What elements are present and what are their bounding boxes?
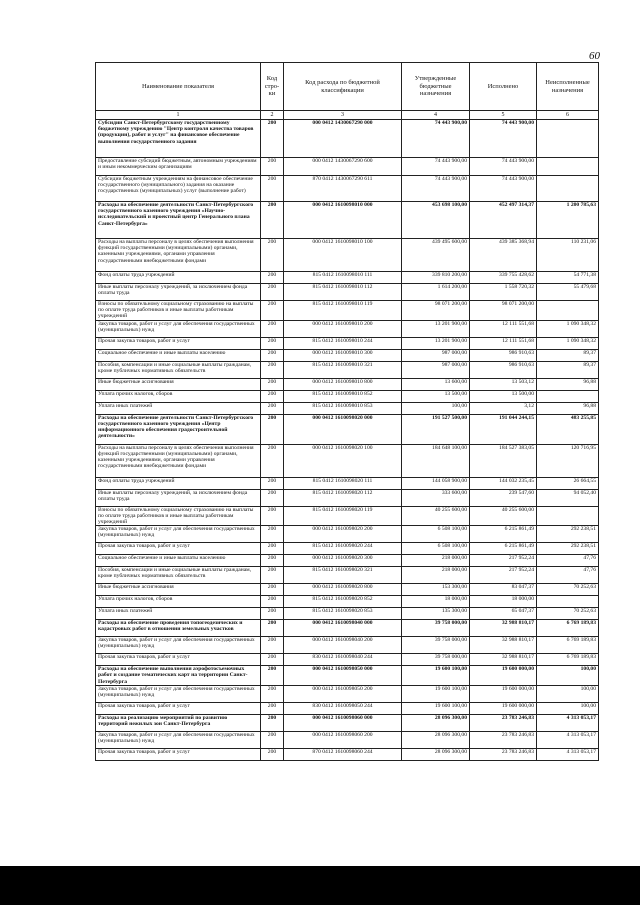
- row-budget-code: 815 0412 1610098020 852: [284, 596, 402, 608]
- row-remaining: 120 716,95: [537, 444, 599, 477]
- row-remaining: 47,76: [537, 567, 599, 584]
- row-remaining: 4 313 053,17: [537, 714, 599, 731]
- row-executed: 452 497 314,37: [470, 202, 537, 239]
- row-line-code: 200: [261, 158, 284, 176]
- table-row: [96, 748, 599, 760]
- row-line-code: 200: [261, 543, 284, 555]
- table-row: [96, 714, 599, 731]
- row-budget-code: 815 0412 1610098010 853: [284, 402, 402, 414]
- row-remaining: 4 313 053,17: [537, 731, 599, 748]
- header-approved: Утвержденные бюджетные назначения: [402, 63, 470, 111]
- row-name: Закупка товаров, работ и услуг для обеспечения государственных (муниципальных) нужд: [96, 731, 261, 748]
- row-line-code: 200: [261, 584, 284, 596]
- row-budget-code: 000 0412 1610098040 000: [284, 620, 402, 637]
- row-budget-code: 000 0412 1610098010 100: [284, 239, 402, 272]
- row-approved: 453 698 100,00: [402, 202, 470, 239]
- header-row: [96, 63, 599, 111]
- table-row: [96, 120, 599, 158]
- row-executed: 986 910,63: [470, 349, 537, 361]
- row-remaining: 54 771,38: [537, 272, 599, 284]
- row-name: Уплата иных платежей: [96, 402, 261, 414]
- row-name: Фонд оплаты труда учреждений: [96, 272, 261, 284]
- row-approved: 18 000,00: [402, 596, 470, 608]
- header-number: 5: [470, 111, 537, 120]
- table-row: [96, 477, 599, 489]
- row-line-code: 200: [261, 685, 284, 702]
- header-number-row: [96, 111, 599, 120]
- row-remaining: [537, 301, 599, 321]
- table-row: [96, 378, 599, 390]
- row-line-code: 200: [261, 596, 284, 608]
- row-line-code: 200: [261, 489, 284, 506]
- row-budget-code: 000 0412 1610098020 200: [284, 526, 402, 543]
- row-name: Иные выплаты персоналу учреждений, за исключением фонда оплаты труда: [96, 489, 261, 506]
- row-name: Взносы по обязательному социальному страхованию на выплаты по оплате труда работников и иные выплаты работникам учреждений: [96, 506, 261, 526]
- row-remaining: [537, 596, 599, 608]
- row-approved: 6 508 100,00: [402, 526, 470, 543]
- budget-execution-table: [95, 62, 599, 761]
- row-executed: 12 111 551,68: [470, 320, 537, 337]
- row-remaining: [537, 120, 599, 158]
- row-remaining: 94 052,40: [537, 489, 599, 506]
- row-approved: 144 058 900,00: [402, 477, 470, 489]
- table-row: [96, 414, 599, 444]
- row-remaining: 89,37: [537, 361, 599, 378]
- row-approved: 13 201 900,00: [402, 337, 470, 349]
- row-budget-code: 830 0412 1610098040 244: [284, 654, 402, 666]
- table-row: [96, 202, 599, 239]
- row-approved: 19 600 100,00: [402, 702, 470, 714]
- row-approved: 13 600,00: [402, 378, 470, 390]
- row-name: Расходы на обеспечение деятельности Санкт-Петербургского государственного казенного учреждения «Научно-исследовательский и проектный центр Генерального плана Санкт-Петербурга»: [96, 202, 261, 239]
- table-row: [96, 489, 599, 506]
- row-remaining: 26 664,55: [537, 477, 599, 489]
- header-number: 1: [96, 111, 261, 120]
- row-executed: 83 047,37: [470, 584, 537, 596]
- row-name: Фонд оплаты труда учреждений: [96, 477, 261, 489]
- row-line-code: 200: [261, 120, 284, 158]
- row-executed: 23 783 246,83: [470, 731, 537, 748]
- row-budget-code: 815 0412 1610098010 111: [284, 272, 402, 284]
- page-number: 60: [589, 50, 600, 62]
- row-executed: 18 000,00: [470, 596, 537, 608]
- row-executed: 1 558 720,32: [470, 284, 537, 301]
- row-approved: 153 300,00: [402, 584, 470, 596]
- header-line-code: Код стро-ки: [261, 63, 284, 111]
- header-number: 3: [284, 111, 402, 120]
- table-row: [96, 584, 599, 596]
- row-name: Закупка товаров, работ и услуг для обеспечения государственных (муниципальных) нужд: [96, 320, 261, 337]
- row-name: Закупка товаров, работ и услуг для обеспечения государственных (муниципальных) нужд: [96, 685, 261, 702]
- row-budget-code: 830 0412 1610098050 244: [284, 702, 402, 714]
- table-row: [96, 402, 599, 414]
- row-line-code: 200: [261, 402, 284, 414]
- row-executed: 217 952,24: [470, 567, 537, 584]
- row-name: Пособия, компенсации и иные социальные выплаты гражданам, кроме публичных нормативных обязательств: [96, 361, 261, 378]
- row-line-code: 200: [261, 414, 284, 444]
- row-approved: 74 443 900,00: [402, 158, 470, 176]
- row-remaining: [537, 158, 599, 176]
- row-executed: 23 783 246,83: [470, 748, 537, 760]
- table-row: [96, 608, 599, 620]
- row-line-code: 200: [261, 731, 284, 748]
- row-budget-code: 815 0412 1610098020 853: [284, 608, 402, 620]
- row-executed: 74 443 900,00: [470, 176, 537, 202]
- table-row: [96, 320, 599, 337]
- table-row: [96, 567, 599, 584]
- row-name: Предоставление субсидий бюджетным, автономным учреждениям и иным некоммерческим организациям: [96, 158, 261, 176]
- table-row: [96, 337, 599, 349]
- table-row: [96, 543, 599, 555]
- table-row: [96, 176, 599, 202]
- row-approved: 39 758 000,00: [402, 620, 470, 637]
- row-remaining: 483 255,85: [537, 414, 599, 444]
- row-executed: 3,12: [470, 402, 537, 414]
- row-budget-code: 000 0412 1610098020 800: [284, 584, 402, 596]
- row-executed: 32 988 810,17: [470, 654, 537, 666]
- row-remaining: 47,76: [537, 555, 599, 567]
- row-remaining: 6 769 189,83: [537, 620, 599, 637]
- row-line-code: 200: [261, 349, 284, 361]
- row-approved: 135 300,00: [402, 608, 470, 620]
- row-line-code: 200: [261, 608, 284, 620]
- row-budget-code: 000 0412 1610098010 000: [284, 202, 402, 239]
- row-line-code: 200: [261, 176, 284, 202]
- header-number: 6: [537, 111, 599, 120]
- row-approved: 40 255 600,00: [402, 506, 470, 526]
- row-budget-code: 000 0412 1430067290 600: [284, 158, 402, 176]
- table-row: [96, 506, 599, 526]
- row-remaining: 96,88: [537, 402, 599, 414]
- row-executed: 19 600 000,00: [470, 702, 537, 714]
- row-line-code: 200: [261, 567, 284, 584]
- row-name: Расходы на выплаты персоналу в целях обеспечения выполнения функций государственными (муниципальными) органами, казенными учреждениями, органами управления государственными внебюджетными фондами: [96, 444, 261, 477]
- row-executed: 6 215 861,49: [470, 526, 537, 543]
- table-row: [96, 702, 599, 714]
- table-row: [96, 654, 599, 666]
- row-budget-code: 815 0412 1610098010 112: [284, 284, 402, 301]
- row-name: Иные бюджетные ассигнования: [96, 584, 261, 596]
- scan-bottom-edge: [0, 866, 640, 905]
- row-budget-code: 870 0412 1430067290 611: [284, 176, 402, 202]
- table-row: [96, 685, 599, 702]
- row-name: Иные выплаты персоналу учреждений, за исключением фонда оплаты труда: [96, 284, 261, 301]
- row-remaining: 100,00: [537, 702, 599, 714]
- table-row: [96, 666, 599, 686]
- header-budget-code: Код расхода по бюджетной классификации: [284, 63, 402, 111]
- row-executed: 74 443 900,00: [470, 158, 537, 176]
- row-approved: 13 201 900,00: [402, 320, 470, 337]
- row-name: Субсидии Санкт-Петербургскому государственному бюджетному учреждению "Центр контроля качества товаров (продукции), работ и услуг" на финансовое обеспечение выполнения государственного задания: [96, 120, 261, 158]
- table-row: [96, 596, 599, 608]
- row-executed: 6 215 861,49: [470, 543, 537, 555]
- row-budget-code: 000 0412 1610098060 000: [284, 714, 402, 731]
- row-budget-code: 815 0412 1610098020 321: [284, 567, 402, 584]
- row-executed: 19 600 000,00: [470, 685, 537, 702]
- row-line-code: 200: [261, 444, 284, 477]
- table-row: [96, 390, 599, 402]
- row-approved: 339 810 200,00: [402, 272, 470, 284]
- table-row: [96, 731, 599, 748]
- row-remaining: 55 479,68: [537, 284, 599, 301]
- row-remaining: 4 313 053,17: [537, 748, 599, 760]
- header-executed: Исполнено: [470, 63, 537, 111]
- row-line-code: 200: [261, 202, 284, 239]
- row-line-code: 200: [261, 714, 284, 731]
- row-approved: 19 600 100,00: [402, 685, 470, 702]
- row-executed: 239 547,60: [470, 489, 537, 506]
- row-budget-code: 000 0412 1610098020 300: [284, 555, 402, 567]
- table-row: [96, 301, 599, 321]
- row-remaining: 1 090 348,32: [537, 320, 599, 337]
- header-number: 2: [261, 111, 284, 120]
- row-line-code: 200: [261, 666, 284, 686]
- header-remaining: Неисполненные назначения: [537, 63, 599, 111]
- table-body: [96, 120, 599, 761]
- row-approved: 184 648 100,00: [402, 444, 470, 477]
- row-approved: 191 527 500,00: [402, 414, 470, 444]
- row-approved: 218 000,00: [402, 567, 470, 584]
- table-row: [96, 444, 599, 477]
- row-executed: 12 111 551,68: [470, 337, 537, 349]
- row-name: Уплата иных платежей: [96, 608, 261, 620]
- row-executed: 74 443 900,00: [470, 120, 537, 158]
- row-name: Расходы на реализацию мероприятий по развитию территорий нежилых зон Санкт-Петербурга: [96, 714, 261, 731]
- row-name: Уплата прочих налогов, сборов: [96, 390, 261, 402]
- row-remaining: 110 231,06: [537, 239, 599, 272]
- row-name: Прочая закупка товаров, работ и услуг: [96, 702, 261, 714]
- row-executed: 65 047,37: [470, 608, 537, 620]
- row-executed: 13 503,12: [470, 378, 537, 390]
- row-name: Закупка товаров, работ и услуг для обеспечения государственных (муниципальных) нужд: [96, 637, 261, 654]
- row-remaining: [537, 390, 599, 402]
- row-line-code: 200: [261, 272, 284, 284]
- row-remaining: 1 200 785,63: [537, 202, 599, 239]
- row-name: Уплата прочих налогов, сборов: [96, 596, 261, 608]
- row-line-code: 200: [261, 301, 284, 321]
- row-budget-code: 000 0412 1610098040 200: [284, 637, 402, 654]
- row-line-code: 200: [261, 702, 284, 714]
- row-remaining: [537, 506, 599, 526]
- row-budget-code: 000 0412 1610098010 800: [284, 378, 402, 390]
- row-approved: 98 071 200,00: [402, 301, 470, 321]
- table-row: [96, 284, 599, 301]
- row-budget-code: 000 0412 1610098020 000: [284, 414, 402, 444]
- row-line-code: 200: [261, 620, 284, 637]
- row-line-code: 200: [261, 361, 284, 378]
- table-row: [96, 526, 599, 543]
- row-name: Закупка товаров, работ и услуг для обеспечения государственных (муниципальных) нужд: [96, 526, 261, 543]
- row-remaining: 96,88: [537, 378, 599, 390]
- row-name: Взносы по обязательному социальному страхованию на выплаты по оплате труда работников и иные выплаты работникам учреждений: [96, 301, 261, 321]
- row-approved: 39 758 000,00: [402, 637, 470, 654]
- row-remaining: 6 769 189,83: [537, 637, 599, 654]
- row-approved: 13 500,00: [402, 390, 470, 402]
- row-remaining: 100,00: [537, 685, 599, 702]
- row-name: Иные бюджетные ассигнования: [96, 378, 261, 390]
- row-budget-code: 000 0412 1610098060 200: [284, 731, 402, 748]
- row-approved: 28 096 300,00: [402, 748, 470, 760]
- row-name: Прочая закупка товаров, работ и услуг: [96, 337, 261, 349]
- row-executed: 339 755 428,62: [470, 272, 537, 284]
- header-indicator-name: Наименование показателя: [96, 63, 261, 111]
- row-budget-code: 000 0412 1610098010 300: [284, 349, 402, 361]
- row-approved: 439 495 600,00: [402, 239, 470, 272]
- row-budget-code: 815 0412 1610098010 119: [284, 301, 402, 321]
- row-line-code: 200: [261, 239, 284, 272]
- table-row: [96, 637, 599, 654]
- row-budget-code: 815 0412 1610098020 244: [284, 543, 402, 555]
- row-budget-code: 000 0412 1610098020 100: [284, 444, 402, 477]
- row-remaining: [537, 176, 599, 202]
- table-row: [96, 620, 599, 637]
- row-remaining: 292 238,51: [537, 543, 599, 555]
- row-executed: 217 952,24: [470, 555, 537, 567]
- row-approved: 100,00: [402, 402, 470, 414]
- row-approved: 987 000,00: [402, 349, 470, 361]
- row-approved: 19 600 100,00: [402, 666, 470, 686]
- row-approved: 28 096 300,00: [402, 731, 470, 748]
- row-budget-code: 870 0412 1610098060 244: [284, 748, 402, 760]
- row-name: Прочая закупка товаров, работ и услуг: [96, 543, 261, 555]
- row-approved: 218 000,00: [402, 555, 470, 567]
- row-line-code: 200: [261, 337, 284, 349]
- row-line-code: 200: [261, 748, 284, 760]
- row-executed: 13 500,00: [470, 390, 537, 402]
- row-budget-code: 815 0412 1610098020 112: [284, 489, 402, 506]
- row-name: Субсидии бюджетным учреждениям на финансовое обеспечение государственного (муниципального) задания на оказание государственных (муниципальных) услуг (выполнение работ): [96, 176, 261, 202]
- row-executed: 98 071 200,00: [470, 301, 537, 321]
- row-budget-code: 000 0412 1610098050 200: [284, 685, 402, 702]
- row-remaining: 100,00: [537, 666, 599, 686]
- row-line-code: 200: [261, 284, 284, 301]
- row-approved: 28 096 300,00: [402, 714, 470, 731]
- row-line-code: 200: [261, 390, 284, 402]
- row-budget-code: 815 0412 1610098010 244: [284, 337, 402, 349]
- row-budget-code: 815 0412 1610098020 119: [284, 506, 402, 526]
- row-line-code: 200: [261, 526, 284, 543]
- row-approved: 6 508 100,00: [402, 543, 470, 555]
- row-name: Прочая закупка товаров, работ и услуг: [96, 654, 261, 666]
- row-remaining: 70 252,63: [537, 608, 599, 620]
- row-remaining: 1 090 348,32: [537, 337, 599, 349]
- row-remaining: 6 769 189,83: [537, 654, 599, 666]
- header-number: 4: [402, 111, 470, 120]
- row-approved: 74 443 900,00: [402, 176, 470, 202]
- row-line-code: 200: [261, 506, 284, 526]
- row-executed: 191 044 244,15: [470, 414, 537, 444]
- table-row: [96, 555, 599, 567]
- row-executed: 32 988 810,17: [470, 637, 537, 654]
- table-row: [96, 361, 599, 378]
- row-name: Расходы на обеспечение выполнения аэрофотосъемочных работ и создание тематических карт на территории Санкт-Петербурга: [96, 666, 261, 686]
- row-approved: 1 614 200,00: [402, 284, 470, 301]
- table-row: [96, 239, 599, 272]
- table-row: [96, 272, 599, 284]
- row-executed: 32 988 810,17: [470, 620, 537, 637]
- row-approved: 333 600,00: [402, 489, 470, 506]
- row-approved: 74 443 900,00: [402, 120, 470, 158]
- table-row: [96, 158, 599, 176]
- row-remaining: 70 252,63: [537, 584, 599, 596]
- row-executed: 19 600 000,00: [470, 666, 537, 686]
- row-executed: 439 385 368,94: [470, 239, 537, 272]
- row-executed: 986 910,63: [470, 361, 537, 378]
- row-budget-code: 000 0412 1610098050 000: [284, 666, 402, 686]
- row-approved: 987 000,00: [402, 361, 470, 378]
- row-budget-code: 000 0412 1430067290 000: [284, 120, 402, 158]
- row-name: Расходы на обеспечение проведения топогеодезических и кадастровых работ в отношении земельных участков: [96, 620, 261, 637]
- row-name: Социальное обеспечение и иные выплаты населению: [96, 555, 261, 567]
- row-executed: 40 255 600,00: [470, 506, 537, 526]
- row-line-code: 200: [261, 637, 284, 654]
- row-executed: 144 032 235,45: [470, 477, 537, 489]
- row-line-code: 200: [261, 477, 284, 489]
- row-budget-code: 815 0412 1610098010 321: [284, 361, 402, 378]
- row-budget-code: 815 0412 1610098020 111: [284, 477, 402, 489]
- row-name: Социальное обеспечение и иные выплаты населению: [96, 349, 261, 361]
- row-executed: 184 527 383,05: [470, 444, 537, 477]
- row-name: Расходы на выплаты персоналу в целях обеспечения выполнения функций государственными (муниципальными) органами, казенными учреждениями, органами управления государственными внебюджетными фондами: [96, 239, 261, 272]
- row-name: Прочая закупка товаров, работ и услуг: [96, 748, 261, 760]
- row-budget-code: 000 0412 1610098010 200: [284, 320, 402, 337]
- row-executed: 23 783 246,83: [470, 714, 537, 731]
- row-line-code: 200: [261, 654, 284, 666]
- row-line-code: 200: [261, 378, 284, 390]
- row-line-code: 200: [261, 555, 284, 567]
- row-name: Расходы на обеспечение деятельности Санкт-Петербургского государственного казенного учреждения «Центр информационного обеспечения градостроительной деятельности»: [96, 414, 261, 444]
- row-remaining: 89,37: [537, 349, 599, 361]
- row-line-code: 200: [261, 320, 284, 337]
- row-name: Пособия, компенсации и иные социальные выплаты гражданам, кроме публичных нормативных обязательств: [96, 567, 261, 584]
- row-approved: 39 758 000,00: [402, 654, 470, 666]
- row-remaining: 292 238,51: [537, 526, 599, 543]
- table-row: [96, 349, 599, 361]
- row-budget-code: 815 0412 1610098010 852: [284, 390, 402, 402]
